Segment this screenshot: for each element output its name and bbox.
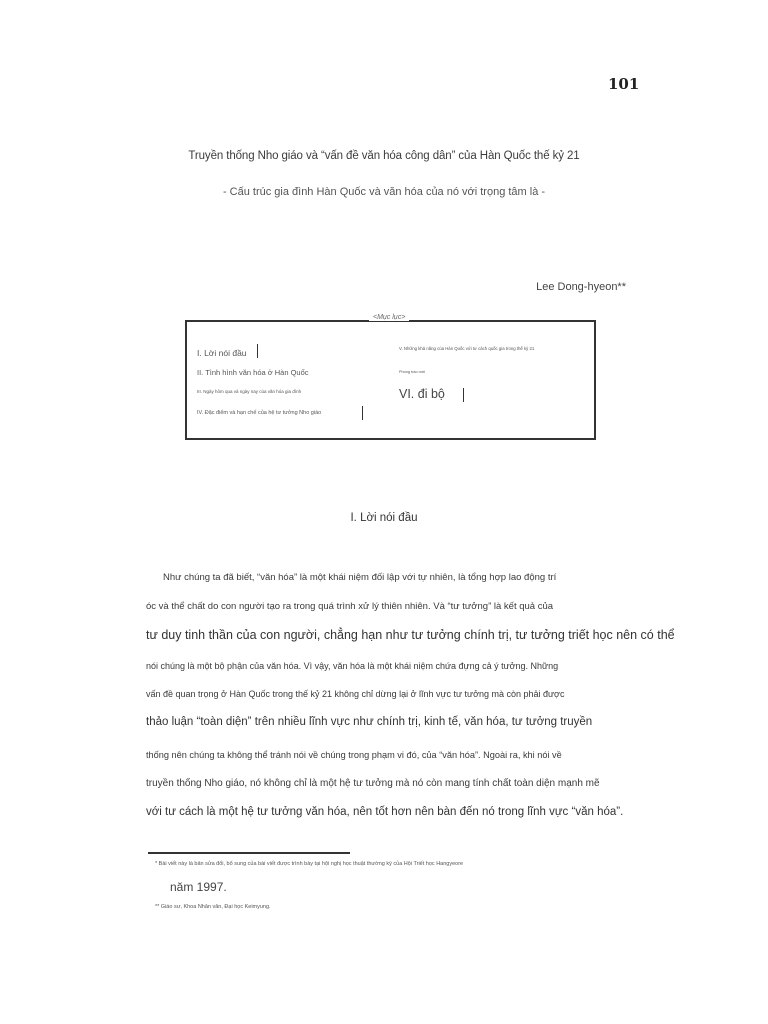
toc-heading: <Mục lục> xyxy=(369,314,409,321)
body-line: với tư cách là một hệ tư tưởng văn hóa, nên tốt hơn nên bàn đến nó trong lĩnh vực “văn hóa”. xyxy=(146,806,624,818)
footnote-1: * Bài viết này là bản sửa đổi, bổ sung của bài viết được trình bày tại hội nghị học thuật thường kỳ của Hội Triết học Hangyeore xyxy=(155,861,464,867)
body-line: Như chúng ta đã biết, “văn hóa” là một khái niệm đối lập với tự nhiên, là tổng hợp lao động trí xyxy=(163,572,557,583)
document-subtitle: - Cấu trúc gia đình Hàn Quốc và văn hóa của nó với trọng tâm là - xyxy=(222,186,546,198)
page-number: 101 xyxy=(608,75,640,93)
toc-item-5: V. Những khả năng của Hàn Quốc với tư cách quốc gia trong thế kỷ 21 xyxy=(399,346,535,351)
body-line: nói chúng là một bộ phận của văn hóa. Vì vậy, văn hóa là một khái niệm chứa đựng cả ý tưởng. Những xyxy=(146,661,559,671)
text-cursor xyxy=(362,406,363,420)
body-line: truyền thống Nho giáo, nó không chỉ là một hệ tư tưởng mà nó còn mang tính chất toàn diện mạnh mẽ xyxy=(146,778,600,789)
document-title: Truyền thống Nho giáo và “vấn đề văn hóa công dân” của Hàn Quốc thế kỷ 21 xyxy=(188,150,580,162)
text-cursor xyxy=(257,344,258,358)
section-title: I. Lời nói đầu xyxy=(350,512,418,524)
footnote-1-continuation: năm 1997. xyxy=(170,880,227,894)
toc-item-4: IV. Đặc điểm và hạn chế của hệ tư tưởng Nho giáo xyxy=(197,410,322,416)
body-line: thảo luận “toàn diện” trên nhiều lĩnh vực như chính trị, kinh tế, văn hóa, tư tưởng truyền xyxy=(146,716,593,728)
footnote-divider xyxy=(148,852,350,854)
body-line: óc và thể chất do con người tạo ra trong quá trình xử lý thiên nhiên. Và “tư tưởng” là kết quả của xyxy=(146,601,554,612)
toc-item-7: VI. đi bộ xyxy=(399,387,445,401)
text-cursor xyxy=(463,388,464,402)
toc-item-6: Phong trào mới xyxy=(399,370,426,374)
body-line: thống nên chúng ta không thể tránh nói về chúng trong phạm vi đó, của “văn hóa”. Ngoài ra, khi nói về xyxy=(146,750,562,760)
body-line: vấn đề quan trọng ở Hàn Quốc trong thế kỷ 21 không chỉ dừng lại ở lĩnh vực tư tưởng mà còn phải được xyxy=(146,689,565,699)
footnote-2: ** Giáo sư, Khoa Nhân văn, Đại học Keimyung. xyxy=(155,904,271,910)
table-of-contents xyxy=(185,314,596,440)
toc-item-1: I. Lời nói đầu xyxy=(197,348,247,358)
body-line: tư duy tinh thần của con người, chẳng hạn như tư tưởng chính trị, tư tưởng triết học nên có thể xyxy=(146,628,675,642)
toc-item-2: II. Tình hình văn hóa ở Hàn Quốc xyxy=(197,368,309,377)
author-name: Lee Dong-hyeon** xyxy=(536,281,626,293)
toc-item-3: III. Ngày hôm qua và ngày nay của văn hóa gia đình xyxy=(197,389,302,394)
